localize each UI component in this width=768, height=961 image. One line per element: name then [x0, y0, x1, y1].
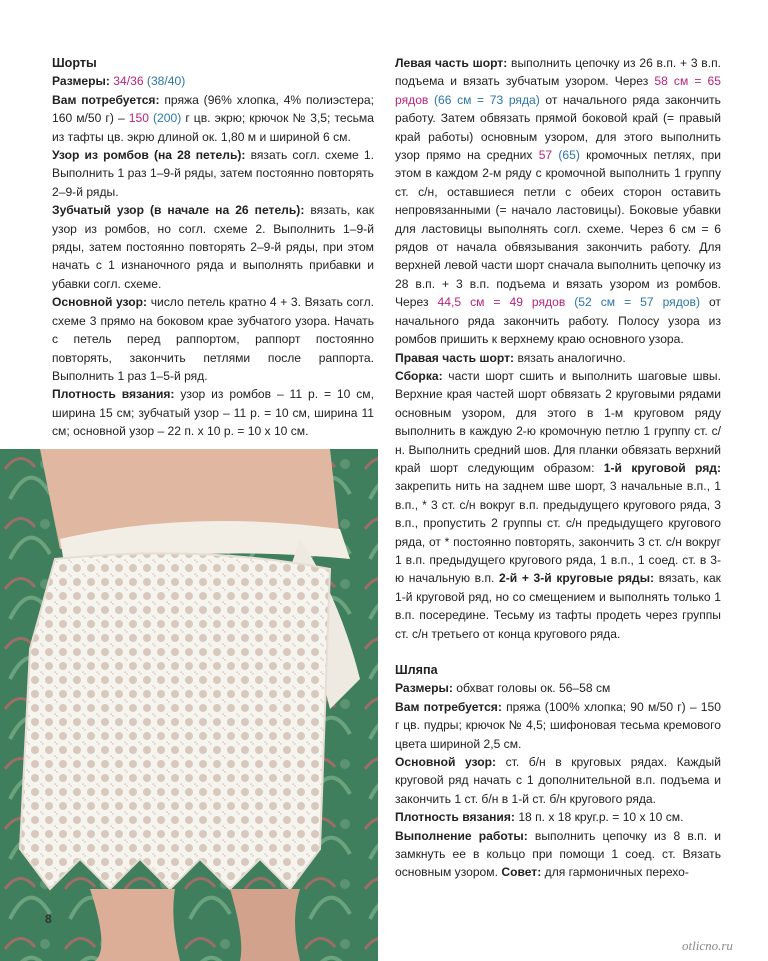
hat-main-pattern-label: Основной узор: — [395, 755, 497, 770]
hat-materials — [395, 698, 721, 753]
round-1-label: 1-й круговой ряд: — [603, 460, 721, 475]
shorts-photo — [0, 449, 378, 961]
main-pattern-label: Основной узор: — [52, 295, 148, 310]
assembly-instructions — [395, 367, 721, 643]
measure-3: 44,5 см = 49 рядов — [437, 295, 566, 310]
hat-gauge — [395, 808, 721, 826]
hat-sizes-label: Размеры: — [395, 681, 453, 696]
materials-text-1: пряжа (96% хлопка, 4% полиэстера; 160 м/50 г) – — [52, 92, 374, 126]
left-part-text-1: выполнить цепочку из 26 в.п. + 3 в.п. подъема и вязать зубчатым узором. Через — [395, 56, 721, 89]
right-column — [395, 54, 721, 882]
size-value-1: 34/36 — [113, 74, 144, 89]
assembly-label: Сборка: — [395, 368, 443, 383]
section-spacer — [395, 643, 721, 661]
gauge-label: Плотность вязания: — [52, 387, 175, 402]
hat-gauge-label: Плотность вязания: — [395, 810, 515, 825]
hat-sizes-text: обхват головы ок. 56–58 см — [456, 681, 611, 696]
assembly-text-1: части шорт сшить и выполнить шаговые швы. Верхние края частей шорт обвязать 2 круговыми рядами основным узором, для этого в 1-м круговом ряду выполнить в каждую 2-ю кромочную петлю 1 группу ст. с/н. Выполнить средний шов. Для планки обвязать верхний край шорт следующим образом: — [395, 368, 721, 475]
left-part-text-4: от начального ряда закончить работу. Полосу узора из ромбов пришить к верхнему краю основного узора. — [395, 295, 721, 347]
size-value-2: (38/40) — [146, 74, 186, 89]
left-part-instructions — [395, 54, 721, 349]
scalloped-pattern-text: вязать, как узор из ромбов, но согл. схеме 2. Выполнить 1–9-й ряды, затем постоянно повторять 2–9-й ряды, при этом начать с 1 изнаночного ряда и выполнять прибавки и убавки согл. схеме. — [52, 203, 374, 291]
assembly-text-2: закрепить нить на заднем шве шорт, 3 начальные в.п., 1 в.п., * 3 ст. с/н вокруг в.п. предыдущего кругового ряда, 3 в.п., пропустить 2 группы ст. с/н предыдущего кругового ряда, от * постоянно повторять, закончить 3 ст. с/н вокруг 1 в.п. предыдущего кругового ряда, 1 в.п., 1 соед. ст. в 3-ю начальную в.п. — [395, 479, 721, 586]
diamond-pattern-label: Узор из ромбов (на 28 петель): — [52, 148, 246, 163]
hat-main-pattern — [395, 753, 721, 808]
right-part-text: вязать аналогично. — [517, 350, 626, 365]
watermark: otlicno.ru — [682, 938, 733, 953]
crochet-shorts-illustration — [0, 449, 378, 961]
right-part-label: Правая часть шорт: — [395, 350, 515, 365]
round-2-3-label: 2-й + 3-й круговые ряды: — [499, 571, 655, 586]
scalloped-pattern — [52, 201, 374, 293]
left-column — [52, 54, 374, 441]
measure-4: (52 см = 57 рядов) — [574, 295, 700, 310]
lace-shorts — [20, 553, 330, 889]
sizes-label: Размеры: — [52, 74, 110, 89]
shorts-sizes — [52, 72, 374, 90]
materials-label: Вам потребуется: — [52, 92, 160, 107]
hat-sizes — [395, 679, 721, 697]
main-pattern-text: число петель кратно 4 + 3. Вязать согл. схеме 3 прямо на боковом крае зубчатого узора. Начать с петель перед раппортом, раппорт постоянно повторять, закончить петлями после раппорта. Выполнить 1 раз 1–5-й ряд. — [52, 295, 374, 383]
stitch-count-2: (65) — [558, 148, 580, 163]
scalloped-pattern-label: Зубчатый узор (в начале на 26 петель): — [52, 203, 305, 218]
shorts-materials — [52, 91, 374, 146]
hat-work-label: Выполнение работы: — [395, 828, 528, 843]
main-pattern — [52, 293, 374, 385]
hat-materials-text: пряжа (100% хлопка; 90 м/50 г) – 150 г цв. пудры; крючок № 4,5; шифоновая тесьма кремового цвета шириной 2,5 см. — [395, 699, 721, 751]
measure-1: 58 см = 65 рядов — [395, 74, 721, 107]
materials-text-2: г цв. экрю; крючок № 3,5; тесьма из тафты цв. экрю длиной ок. 1,80 м и шириной 6 см. — [52, 111, 374, 144]
assembly-text-3: вязать, как 1-й круговой ряд, но со смещением и выполнять только 1 в.п. посередине. Тесьму из тафты продеть через группы ст. с/н третьего от конца кругового ряда. — [395, 571, 721, 641]
hat-materials-label: Вам потребуется: — [395, 699, 502, 714]
hat-title: Шляпа — [395, 663, 438, 677]
hat-gauge-text: 18 п. х 18 круг.р. = 10 х 10 см. — [518, 810, 684, 825]
shorts-title: Шорты — [52, 56, 97, 70]
left-part-text-2: от начального ряда закончить работу. Затем обвязать прямой боковой край (= правый край работы) основным узором, для этого выполнить узор прямо на средних — [395, 92, 721, 163]
gauge-text: узор из ромбов – 11 р. = 10 см, ширина 15 см; зубчатый узор – 11 р. = 10 см, ширина 11 см; основной узор – 22 п. х 10 р. = 10 х 10 см. — [52, 387, 374, 439]
hat-tip-label: Совет: — [501, 865, 542, 880]
left-part-text-3: кромочных петлях, при этом в каждом 2-м ряду с кромочной выполнить 1 группу ст. с/н, оставшиеся петли с обеих сторон оставить непровязанными (= начало ластовицы). Боковые убавки для ластовицы выполнять согл. схеме. Через 6 см = 6 рядов от начала обвязывания закончить работу. Для верхней левой части шорт сначала выполнить цепочку из 28 в.п. + 3 в.п. подъема и вязать узором из ромбов. Через — [395, 148, 721, 310]
leg — [90, 889, 180, 961]
diamond-pattern — [52, 146, 374, 201]
yarn-amount-1: 150 — [128, 111, 149, 126]
left-part-label: Левая часть шорт: — [395, 56, 508, 70]
stitch-count-1: 57 — [538, 148, 553, 163]
diamond-pattern-text: вязать согл. схеме 1. Выполнить 1 раз 1–9-й ряды, затем постоянно повторять 2–9-й ряды. — [52, 148, 374, 199]
yarn-amount-2: (200) — [153, 111, 182, 126]
gauge — [52, 385, 374, 440]
measure-2: (66 см = 73 ряда) — [433, 92, 540, 107]
right-part-instructions — [395, 349, 721, 367]
hat-tip-text: для гармоничных перехо- — [544, 865, 689, 880]
page-number: 8 — [45, 912, 52, 926]
hat-main-pattern-text: ст. б/н в круговых рядах. Каждый круговой ряд начать с 1 дополнительной в.п. подъема и закончить 1 ст. б/н в 1-й ст. б/н кругового ряда. — [395, 755, 722, 806]
hat-work-text: выполнить цепочку из 8 в.п. и замкнуть ее в кольцо при помощи 1 соед. ст. Вязать основным узором. — [395, 828, 721, 880]
hat-work — [395, 827, 721, 882]
